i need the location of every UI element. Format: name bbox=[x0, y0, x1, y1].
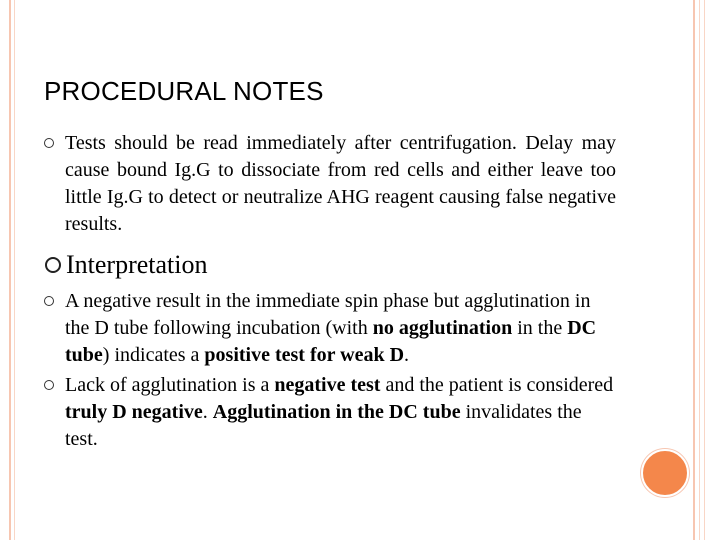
emphasis-text: truly D negative bbox=[65, 401, 203, 423]
section-heading bbox=[44, 248, 616, 282]
decorative-circle bbox=[641, 449, 689, 497]
emphasis-text: no agglutination bbox=[372, 317, 513, 339]
right-border-line-mid bbox=[699, 0, 700, 540]
text-run: and the patient is considered bbox=[380, 374, 614, 396]
positive-result-bullet bbox=[44, 288, 616, 369]
note-bullet bbox=[44, 130, 616, 238]
emphasis-text: positive test for weak D bbox=[204, 344, 405, 366]
emphasis-text: DC tube bbox=[65, 317, 597, 366]
bullet-icon bbox=[45, 257, 61, 273]
text-run: in the bbox=[512, 317, 568, 339]
right-border-line bbox=[693, 0, 695, 540]
left-border-line-inner bbox=[14, 0, 15, 540]
negative-result-bullet bbox=[44, 372, 616, 453]
bullet-icon bbox=[44, 138, 54, 148]
text-run: A negative result in the immediate spin phase but agglutination in the D tube following incubation (with bbox=[65, 290, 591, 339]
right-border-line-outer bbox=[704, 0, 705, 540]
text-run: ) indicates a bbox=[102, 344, 205, 366]
text-run: . bbox=[404, 344, 410, 366]
slide-title: PROCEDURAL NOTES bbox=[44, 76, 324, 106]
text-run: invalidates the test. bbox=[65, 401, 582, 450]
bullet-icon bbox=[44, 296, 54, 306]
slide-body bbox=[44, 130, 616, 453]
emphasis-text: Agglutination in the DC tube bbox=[212, 401, 461, 423]
bullet-icon bbox=[44, 380, 54, 390]
note-text: Tests should be read immediately after centrifugation. Delay may cause bound Ig.G to dissociate from red cells and either leave too little Ig.G to detect or neutralize AHG reagent causing false negative results. bbox=[65, 132, 616, 235]
left-border-line bbox=[9, 0, 11, 540]
section-heading-text: Interpretation bbox=[66, 250, 208, 279]
text-run: Lack of agglutination is a bbox=[65, 374, 275, 396]
text-run: . bbox=[202, 401, 213, 423]
emphasis-text: negative test bbox=[274, 374, 381, 396]
